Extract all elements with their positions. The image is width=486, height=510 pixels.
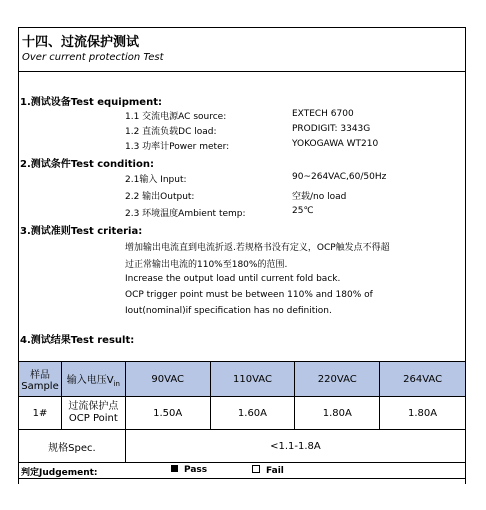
page-subtitle: Over current protection Test [22, 52, 164, 63]
condition-heading: 2.测试条件Test condition: [20, 159, 154, 170]
voltage-header: 110VAC [210, 362, 295, 397]
fail-label: Fail [266, 466, 284, 476]
pass-label: Pass [184, 465, 208, 475]
criteria-line: OCP trigger point must be between 110% and 180% of [125, 290, 373, 300]
criteria-heading: 3.测试准则Test criteria: [20, 226, 143, 237]
sample-header [19, 362, 62, 397]
sample-header-cn: 样品 [29, 370, 50, 381]
condition-input-value: 90~264VAC,60/50Hz [292, 172, 387, 182]
sample-header-en: Sample [21, 381, 59, 392]
ocp-point-label-cn: 过流保护点 [68, 401, 119, 412]
voltage-header: 90VAC [125, 362, 210, 397]
voltage-header: 264VAC [380, 362, 466, 397]
criteria-line: Iout(nominal)if specification has no definition. [125, 306, 332, 316]
equipment-heading: 1.测试设备Test equipment: [20, 97, 162, 108]
ocp-value: 1.50A [125, 397, 210, 430]
equipment-pm-value: YOKOGAWA WT210 [292, 139, 379, 149]
ocp-value: 1.80A [295, 397, 380, 430]
condition-temp-value: 25℃ [292, 206, 314, 216]
pass-option[interactable] [171, 465, 207, 475]
ocp-value: 1.80A [380, 397, 466, 430]
equipment-ac-value: EXTECH 6700 [292, 109, 354, 119]
input-voltage-header-text: 输入电压V [66, 374, 114, 386]
condition-output-value: 空载/no load [292, 192, 347, 202]
ocp-point-label-en: OCP Point [68, 413, 118, 424]
title-block [18, 27, 466, 72]
equipment-ac-label: 1.1 交流电源AC source: [125, 112, 227, 122]
input-voltage-header [61, 362, 125, 397]
ocp-point-label [61, 397, 125, 430]
condition-input-label: 2.1输入 Input: [125, 175, 187, 185]
report-page [18, 27, 466, 497]
equipment-dc-value: PRODIGIT: 3343G [292, 124, 371, 134]
fail-option[interactable] [252, 465, 284, 476]
judgement-row [18, 464, 466, 479]
spec-label: 规格Spec. [19, 430, 126, 463]
criteria-line: 增加输出电流直到电流折返.若规格书没有定义，OCP触发点不得超 [125, 243, 390, 253]
judgement-label: 判定Judgement: [21, 468, 98, 478]
table-header-row [19, 362, 466, 397]
sample-id: 1# [19, 397, 62, 430]
page-title: 十四、过流保护测试 [22, 35, 140, 50]
spec-value: <1.1-1.8A [125, 430, 465, 463]
ocp-value: 1.60A [210, 397, 295, 430]
condition-temp-label: 2.3 环境温度Ambient temp: [125, 209, 246, 219]
checked-box-icon [171, 465, 178, 472]
criteria-line: Increase the output load until current fold back. [125, 274, 341, 284]
input-voltage-header-sub: in [113, 379, 120, 388]
result-table [18, 361, 466, 463]
equipment-dc-label: 1.2 直流负载DC load: [125, 127, 217, 137]
result-heading: 4.测试结果Test result: [20, 335, 135, 346]
voltage-header: 220VAC [295, 362, 380, 397]
criteria-line: 过正常输出电流的110%至180%的范围. [125, 260, 288, 270]
equipment-pm-label: 1.3 功率计Power meter: [125, 142, 230, 152]
table-row [19, 397, 466, 430]
unchecked-box-icon [252, 465, 260, 473]
condition-output-label: 2.2 输出Output: [125, 192, 195, 202]
spec-row [19, 430, 466, 463]
